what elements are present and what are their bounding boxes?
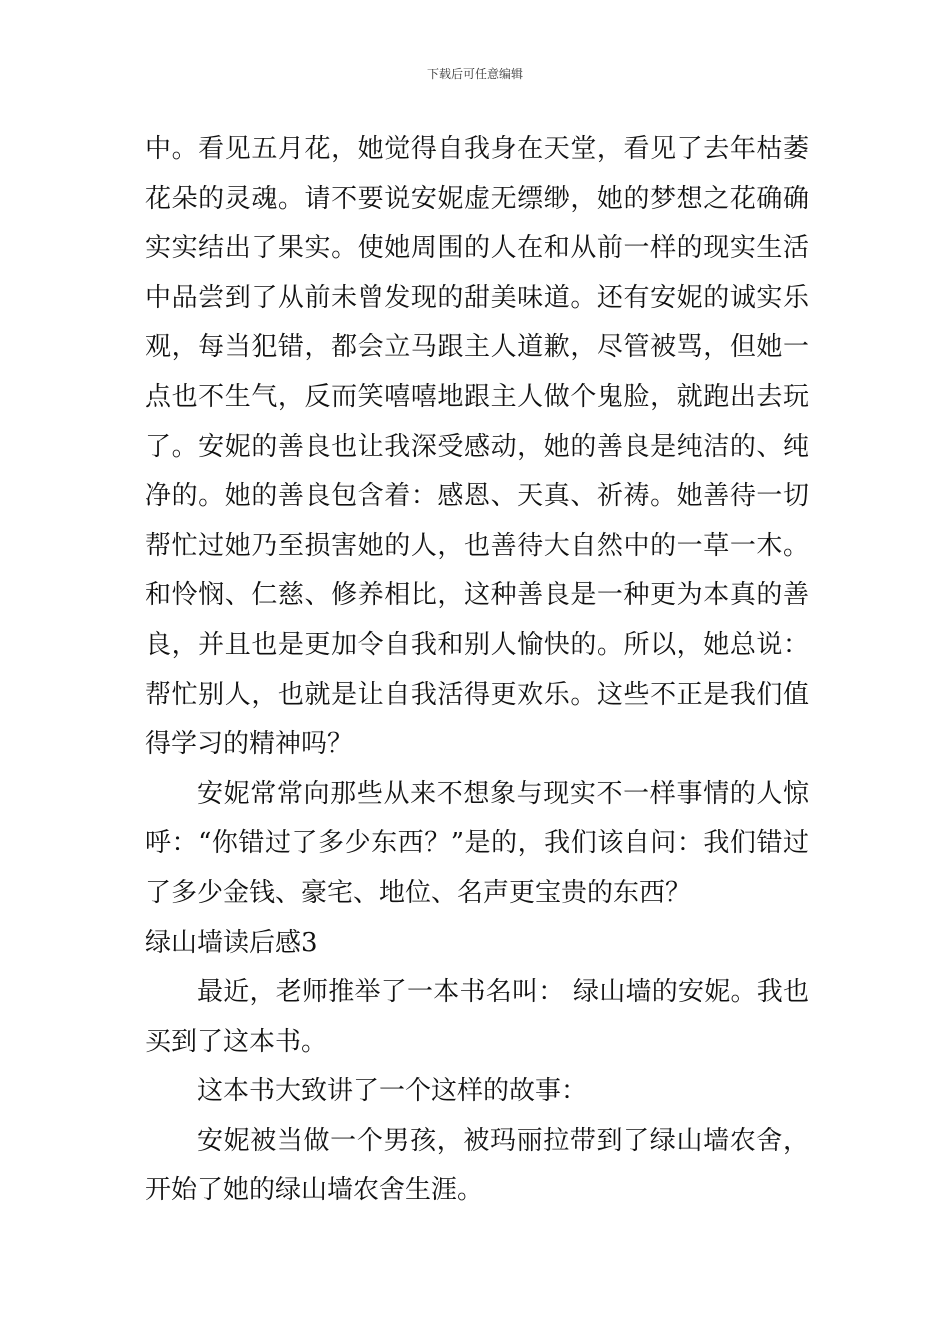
section-heading: 绿山墙读后感3 <box>145 927 318 958</box>
paragraph-continuation: 中。看见五月花，她觉得自我身在天堂，看见了去年枯萎花朵的灵魂。请不要说安妮虚无缥缈，她的梦想之花确确实实结出了果实。使她周围的人在和从前一样的现实生活中品尝到了从前未曾发现的甜美味道。还有安妮的诚实乐观，每当犯错，都会立马跟主人道歉，尽管被骂，但她一点也不生气，反而笑嘻嘻地跟主人做个鬼脸，就跑出去玩了。安妮的善良也让我深受感动，她的善良是纯洁的、纯净的。她的善良包含着：感恩、天真、祈祷。她善待一切帮忙过她乃至损害她的人，也善待大自然中的一草一木。和怜悯、仁慈、修养相比，这种善良是一种更为本真的善良，并且也是更加令自我和别人愉快的。所以，她总说：帮忙别人，也就是让自我活得更欢乐。这些不正是我们值得学习的精神吗？ <box>145 134 809 760</box>
page-header: 下载后可任意编辑 <box>426 67 523 81</box>
document-body <box>145 125 809 1216</box>
paragraph-story-intro: 这本书大致讲了一个这样的故事： <box>197 1076 588 1107</box>
paragraph-teacher-recommend: 最近，老师推举了一本书名叫： 绿山墙的安妮。我也买到了这本书。 <box>145 977 809 1057</box>
paragraph-anne-exclaims: 安妮常常向那些从来不想象与现实不一样事情的人惊呼：“你错过了多少东西？”是的，我们该自问：我们错过了多少金钱、豪宅、地位、名声更宝贵的东西？ <box>145 778 809 908</box>
paragraph-story-start: 安妮被当做一个男孩，被玛丽拉带到了绿山墙农舍，开始了她的绿山墙农舍生涯。 <box>145 1125 809 1206</box>
